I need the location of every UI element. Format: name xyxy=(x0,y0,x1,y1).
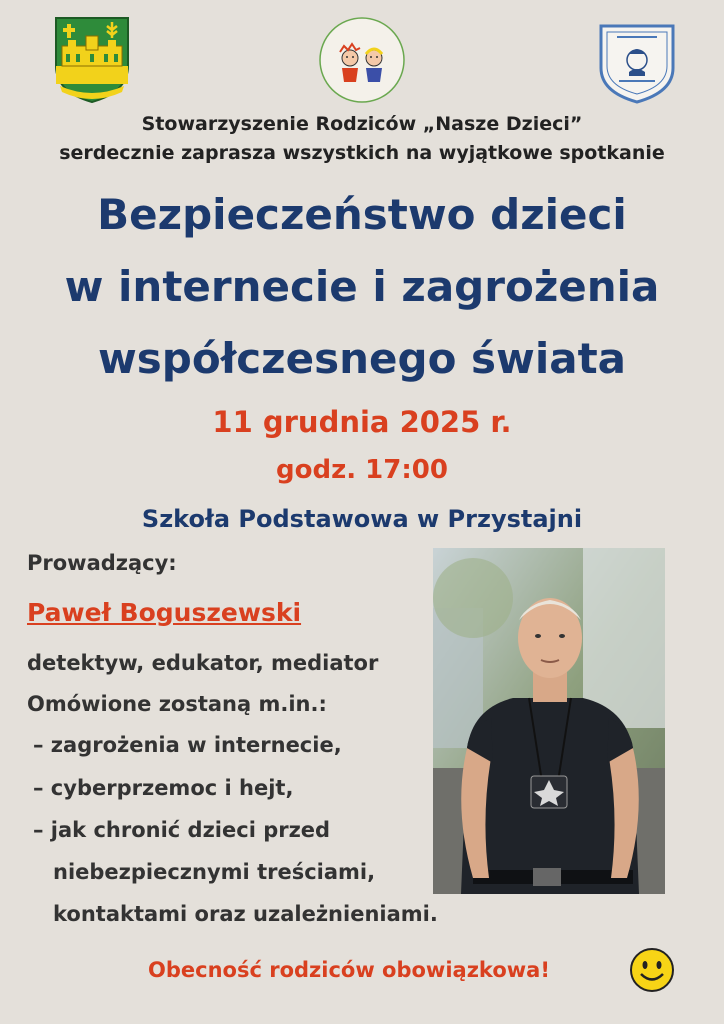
topic-item: – jak chronić dzieci przed xyxy=(33,818,331,842)
topics-intro: Omówione zostaną m.in.: xyxy=(27,692,327,716)
topic-item: – cyberprzemoc i hejt, xyxy=(33,776,294,800)
host-role: detektyw, edukator, mediator xyxy=(27,651,379,675)
host-label: Prowadzący: xyxy=(27,551,177,575)
event-date: 11 grudnia 2025 r. xyxy=(212,405,512,439)
smiley-icon xyxy=(629,947,675,993)
municipality-crest-logo xyxy=(52,14,132,104)
association-logo xyxy=(318,16,406,104)
topic-item-continuation: niebezpiecznymi treściami, xyxy=(53,860,376,884)
event-title-line-3: współczesnego świata xyxy=(97,334,626,383)
event-location: Szkoła Podstawowa w Przystajni xyxy=(141,505,583,533)
topic-item: – zagrożenia w internecie, xyxy=(33,733,342,757)
attendance-notice: Obecność rodziców obowiązkowa! xyxy=(148,958,550,982)
invitation-text: serdecznie zaprasza wszystkich na wyjątkowe spotkanie xyxy=(59,142,665,164)
event-title-line-1: Bezpieczeństwo dzieci xyxy=(97,190,627,239)
organization-name: Stowarzyszenie Rodziców „Nasze Dzieci” xyxy=(141,113,583,135)
event-time: godz. 17:00 xyxy=(276,455,448,485)
topic-item-continuation: kontaktami oraz uzależnieniami. xyxy=(53,902,438,926)
host-name: Paweł Boguszewski xyxy=(27,598,302,627)
school-logo xyxy=(597,20,677,104)
presenter-photo xyxy=(433,548,665,894)
event-title-line-2: w internecie i zagrożenia xyxy=(64,262,660,311)
